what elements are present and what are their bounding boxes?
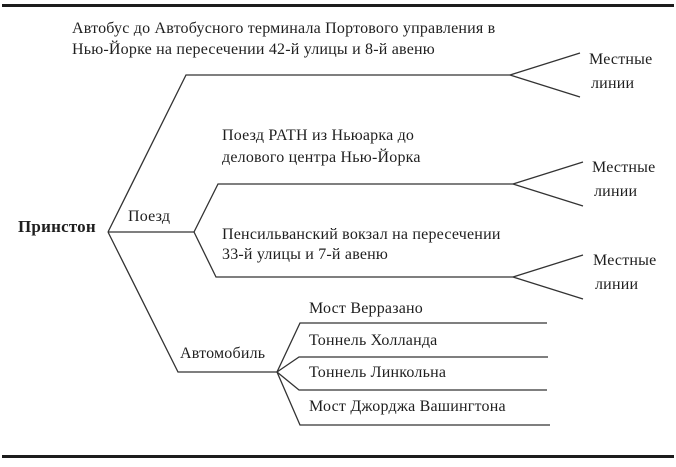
car-route-lincoln-label: Тоннель Линкольна <box>309 364 447 381</box>
bus-terminal-fork <box>510 53 580 97</box>
penn-terminal-label-line-1: Местные <box>593 252 657 269</box>
root-label: Принстон <box>18 217 96 236</box>
path-route-line-2: делового центра Нью-Йорка <box>222 149 421 166</box>
car-branch-label: Автомобиль <box>180 345 266 362</box>
path-terminal-fork <box>513 162 583 206</box>
car-route-gwb-label: Мост Джорджа Вашингтона <box>309 398 506 415</box>
penn-terminal-label-line-2: линии <box>595 276 639 293</box>
path-route-line-1: Поезд PATH из Ньюарка до <box>222 127 415 144</box>
penn-route-line-1: Пенсильванский вокзал на пересечении <box>222 226 501 243</box>
penn-route-line-2: 33-й улицы и 7-й авеню <box>222 246 389 263</box>
car-route-holland-label: Тоннель Холланда <box>309 332 438 349</box>
bus-terminal-label-line-1: Местные <box>589 51 653 68</box>
path-terminal-label-line-1: Местные <box>592 159 656 176</box>
car-route-verrazano-label: Мост Верразано <box>309 300 423 317</box>
path-terminal-label-line-2: линии <box>594 183 638 200</box>
bus-description-line-1: Автобус до Автобусного терминала Портового управления в <box>72 20 496 37</box>
bus-terminal-label-line-2: линии <box>591 75 635 92</box>
bus-description-line-2: Нью-Йорке на пересечении 42-й улицы и 8-й авеню <box>72 41 435 58</box>
penn-terminal-fork <box>513 255 583 299</box>
train-branch-label: Поезд <box>128 208 171 225</box>
